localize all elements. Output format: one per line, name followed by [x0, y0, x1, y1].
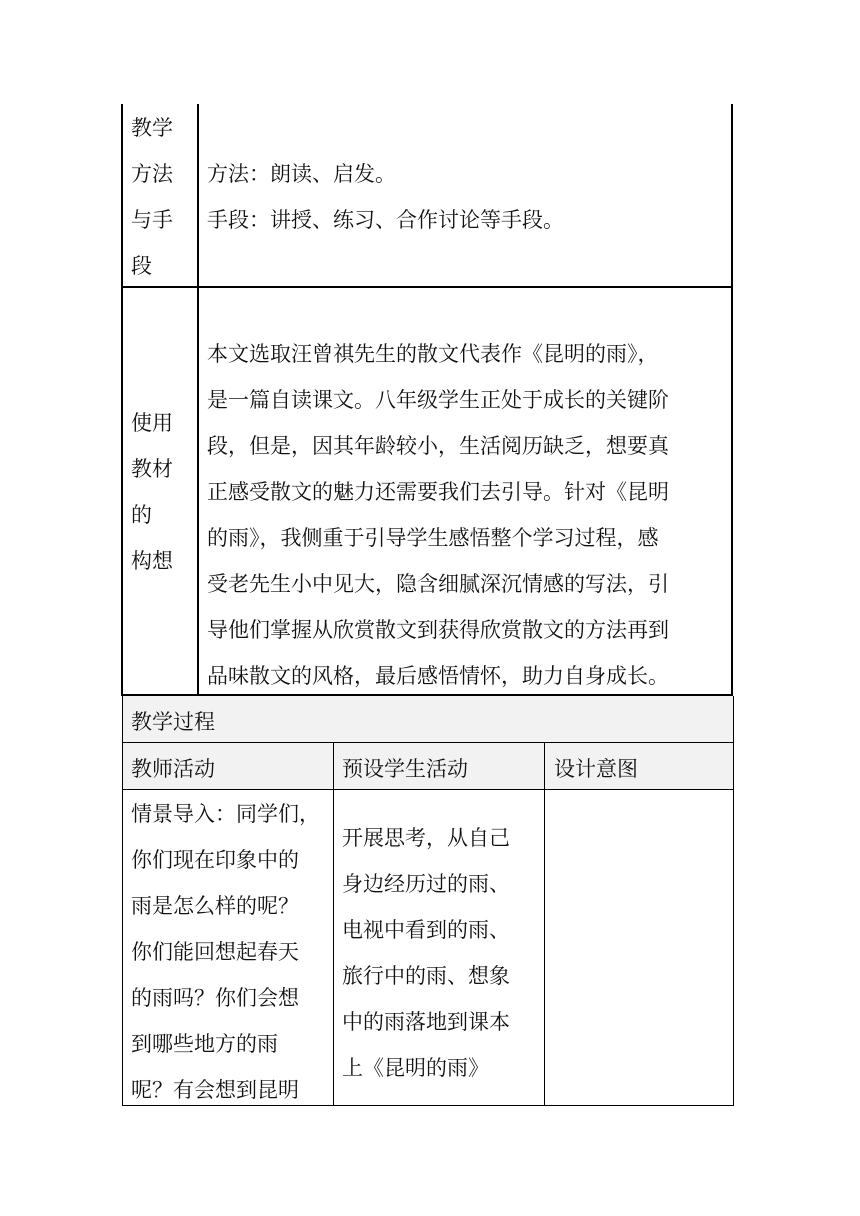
conception-label-line: 使用 — [131, 411, 173, 435]
methods-label — [131, 105, 191, 289]
methods-content — [207, 151, 727, 243]
header-teacher: 教师活动 — [131, 757, 215, 781]
table-border — [544, 742, 545, 1106]
methods-line: 方法：朗读、启发。 — [207, 162, 396, 186]
teacher-line: 的雨吗？你们会想 — [131, 986, 299, 1010]
teacher-line: 到哪些地方的雨 — [131, 1032, 278, 1056]
conception-line: 导他们掌握从欣赏散文到获得欣赏散文的方法再到 — [207, 618, 669, 642]
process-title: 教学过程 — [131, 710, 215, 734]
methods-label-line: 方法 — [131, 162, 173, 186]
conception-label-line: 构想 — [131, 549, 173, 573]
table-border — [121, 104, 123, 696]
table-border — [122, 789, 734, 790]
student-line: 身边经历过的雨、 — [342, 872, 510, 896]
conception-line: 品味散文的风格，最后感悟情怀，助力自身成长。 — [207, 664, 669, 688]
conception-line: 是一篇自读课文。八年级学生正处于成长的关键阶 — [207, 388, 669, 412]
table-border — [733, 696, 734, 1106]
methods-label-line: 与手 — [131, 208, 173, 232]
table-border — [122, 742, 734, 743]
table-border — [122, 696, 123, 1106]
teacher-line: 情景导入：同学们， — [131, 802, 320, 826]
methods-label-line: 教学 — [131, 116, 173, 140]
teacher-line: 呢？有会想到昆明 — [131, 1078, 299, 1102]
student-line: 上《昆明的雨》 — [342, 1056, 489, 1080]
methods-line: 手段：讲授、练习、合作讨论等手段。 — [207, 208, 564, 232]
teacher-activity — [131, 791, 331, 1113]
student-line: 电视中看到的雨、 — [342, 918, 510, 942]
student-line: 旅行中的雨、想象 — [342, 964, 510, 988]
conception-line: 段，但是，因其年龄较小，生活阅历缺乏，想要真 — [207, 434, 669, 458]
teacher-line: 雨是怎么样的呢？ — [131, 894, 299, 918]
teacher-line: 你们现在印象中的 — [131, 848, 299, 872]
conception-label-line: 的 — [131, 503, 152, 527]
table-border — [197, 104, 199, 696]
header-intent: 设计意图 — [554, 757, 638, 781]
student-line: 中的雨落地到课本 — [342, 1010, 510, 1034]
conception-label-line: 教材 — [131, 457, 173, 481]
teacher-line: 你们能回想起春天 — [131, 940, 299, 964]
table-border — [731, 104, 733, 696]
design-intent — [554, 791, 729, 1101]
header-student: 预设学生活动 — [342, 757, 468, 781]
student-activity — [342, 815, 542, 1091]
table-border — [121, 286, 733, 288]
conception-line: 本文选取汪曾祺先生的散文代表作《昆明的雨》， — [207, 342, 659, 366]
conception-line: 的雨》，我侧重于引导学生感悟整个学习过程，感 — [207, 526, 659, 550]
table-border — [333, 742, 334, 1106]
methods-label-line: 段 — [131, 254, 152, 278]
conception-line: 正感受散文的魅力还需要我们去引导。针对《昆明 — [207, 480, 669, 504]
conception-line: 受老先生小中见大，隐含细腻深沉情感的写法，引 — [207, 572, 669, 596]
conception-content — [207, 331, 729, 699]
conception-label — [131, 400, 191, 584]
student-line: 开展思考，从自己 — [342, 826, 510, 850]
